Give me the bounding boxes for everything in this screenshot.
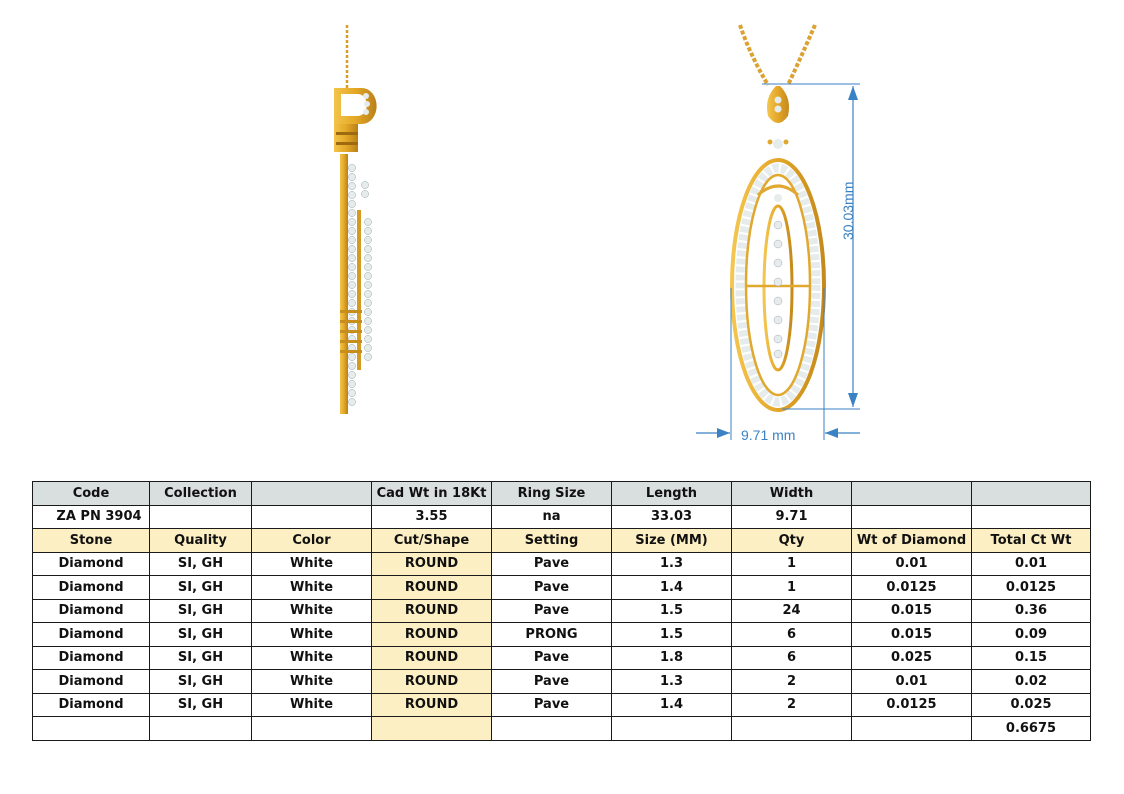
header-blank: [972, 482, 1091, 506]
total-blank: [33, 717, 150, 741]
cell-size: 1.4: [612, 576, 732, 600]
header-qty: Qty: [732, 529, 852, 553]
value-code: ZA PN 3904: [33, 505, 150, 529]
cell-total-ct-wt: 0.36: [972, 599, 1091, 623]
value-width: 9.71: [732, 505, 852, 529]
cell-color: White: [252, 623, 372, 647]
cell-stone: Diamond: [33, 670, 150, 694]
total-blank: [492, 717, 612, 741]
stone-header-row: [33, 529, 1091, 553]
cell-color: White: [252, 670, 372, 694]
cell-size: 1.3: [612, 670, 732, 694]
value-ring-size: na: [492, 505, 612, 529]
header-wt-of-diamond: Wt of Diamond: [852, 529, 972, 553]
header-setting: Setting: [492, 529, 612, 553]
cell-color: White: [252, 646, 372, 670]
table-row: [33, 623, 1091, 647]
total-blank: [150, 717, 252, 741]
cell-total-ct-wt: 0.09: [972, 623, 1091, 647]
header-stone: Stone: [33, 529, 150, 553]
cell-qty: 1: [732, 576, 852, 600]
total-blank: [732, 717, 852, 741]
total-blank: [372, 717, 492, 741]
cell-quality: SI, GH: [150, 693, 252, 717]
header-cut-shape: Cut/Shape: [372, 529, 492, 553]
cell-qty: 24: [732, 599, 852, 623]
header-cad-weight: Cad Wt in 18Kt: [372, 482, 492, 506]
height-dimension-label: 30.03mm: [840, 181, 856, 240]
table-row: [33, 670, 1091, 694]
cell-quality: SI, GH: [150, 599, 252, 623]
header-width: Width: [732, 482, 852, 506]
cell-stone: Diamond: [33, 599, 150, 623]
cell-quality: SI, GH: [150, 646, 252, 670]
header-code: Code: [33, 482, 150, 506]
cell-setting: Pave: [492, 552, 612, 576]
value-cad-weight: 3.55: [372, 505, 492, 529]
cell-color: White: [252, 576, 372, 600]
cell-wt-of-diamond: 0.01: [852, 552, 972, 576]
total-blank: [612, 717, 732, 741]
total-blank: [852, 717, 972, 741]
cell-size: 1.3: [612, 552, 732, 576]
cell-quality: SI, GH: [150, 576, 252, 600]
cell-wt-of-diamond: 0.015: [852, 599, 972, 623]
header-size-mm: Size (MM): [612, 529, 732, 553]
cell-total-ct-wt: 0.0125: [972, 576, 1091, 600]
cell-cut-shape: ROUND: [372, 552, 492, 576]
cell-color: White: [252, 599, 372, 623]
cell-stone: Diamond: [33, 552, 150, 576]
cell-wt-of-diamond: 0.01: [852, 670, 972, 694]
cell-qty: 1: [732, 552, 852, 576]
total-row: [33, 717, 1091, 741]
cell-wt-of-diamond: 0.0125: [852, 693, 972, 717]
cell-size: 1.4: [612, 693, 732, 717]
cell-cut-shape: ROUND: [372, 646, 492, 670]
cell-quality: SI, GH: [150, 623, 252, 647]
value-blank: [972, 505, 1091, 529]
cell-setting: Pave: [492, 576, 612, 600]
cell-color: White: [252, 552, 372, 576]
cell-wt-of-diamond: 0.025: [852, 646, 972, 670]
cell-qty: 2: [732, 693, 852, 717]
header-blank: [252, 482, 372, 506]
cell-cut-shape: ROUND: [372, 599, 492, 623]
cell-total-ct-wt: 0.025: [972, 693, 1091, 717]
header-blank: [852, 482, 972, 506]
total-blank: [252, 717, 372, 741]
table-row: [33, 576, 1091, 600]
cell-total-ct-wt: 0.01: [972, 552, 1091, 576]
cell-size: 1.5: [612, 599, 732, 623]
cell-stone: Diamond: [33, 623, 150, 647]
cell-quality: SI, GH: [150, 552, 252, 576]
total-carat-weight: 0.6675: [972, 717, 1091, 741]
cell-cut-shape: ROUND: [372, 693, 492, 717]
cell-qty: 6: [732, 646, 852, 670]
header-collection: Collection: [150, 482, 252, 506]
specification-table: [32, 481, 1091, 741]
header-total-ct-wt: Total Ct Wt: [972, 529, 1091, 553]
cell-color: White: [252, 693, 372, 717]
cell-setting: Pave: [492, 646, 612, 670]
cell-setting: PRONG: [492, 623, 612, 647]
cell-setting: Pave: [492, 670, 612, 694]
product-value-row: [33, 505, 1091, 529]
cell-cut-shape: ROUND: [372, 576, 492, 600]
header-length: Length: [612, 482, 732, 506]
cell-size: 1.8: [612, 646, 732, 670]
table-row: [33, 693, 1091, 717]
header-ring-size: Ring Size: [492, 482, 612, 506]
cell-cut-shape: ROUND: [372, 623, 492, 647]
header-color: Color: [252, 529, 372, 553]
value-length: 33.03: [612, 505, 732, 529]
cell-quality: SI, GH: [150, 670, 252, 694]
cell-qty: 6: [732, 623, 852, 647]
cell-wt-of-diamond: 0.015: [852, 623, 972, 647]
cell-setting: Pave: [492, 693, 612, 717]
header-quality: Quality: [150, 529, 252, 553]
value-blank: [252, 505, 372, 529]
product-header-row: [33, 482, 1091, 506]
cell-wt-of-diamond: 0.0125: [852, 576, 972, 600]
pendant-side-view-image: [300, 20, 420, 420]
cell-setting: Pave: [492, 599, 612, 623]
table-row: [33, 599, 1091, 623]
table-row: [33, 646, 1091, 670]
table-row: [33, 552, 1091, 576]
cell-total-ct-wt: 0.15: [972, 646, 1091, 670]
cell-stone: Diamond: [33, 693, 150, 717]
value-collection: [150, 505, 252, 529]
width-dimension-label: 9.71 mm: [741, 427, 796, 443]
value-blank: [852, 505, 972, 529]
cell-size: 1.5: [612, 623, 732, 647]
cell-qty: 2: [732, 670, 852, 694]
cell-total-ct-wt: 0.02: [972, 670, 1091, 694]
cell-stone: Diamond: [33, 646, 150, 670]
cell-stone: Diamond: [33, 576, 150, 600]
cell-cut-shape: ROUND: [372, 670, 492, 694]
